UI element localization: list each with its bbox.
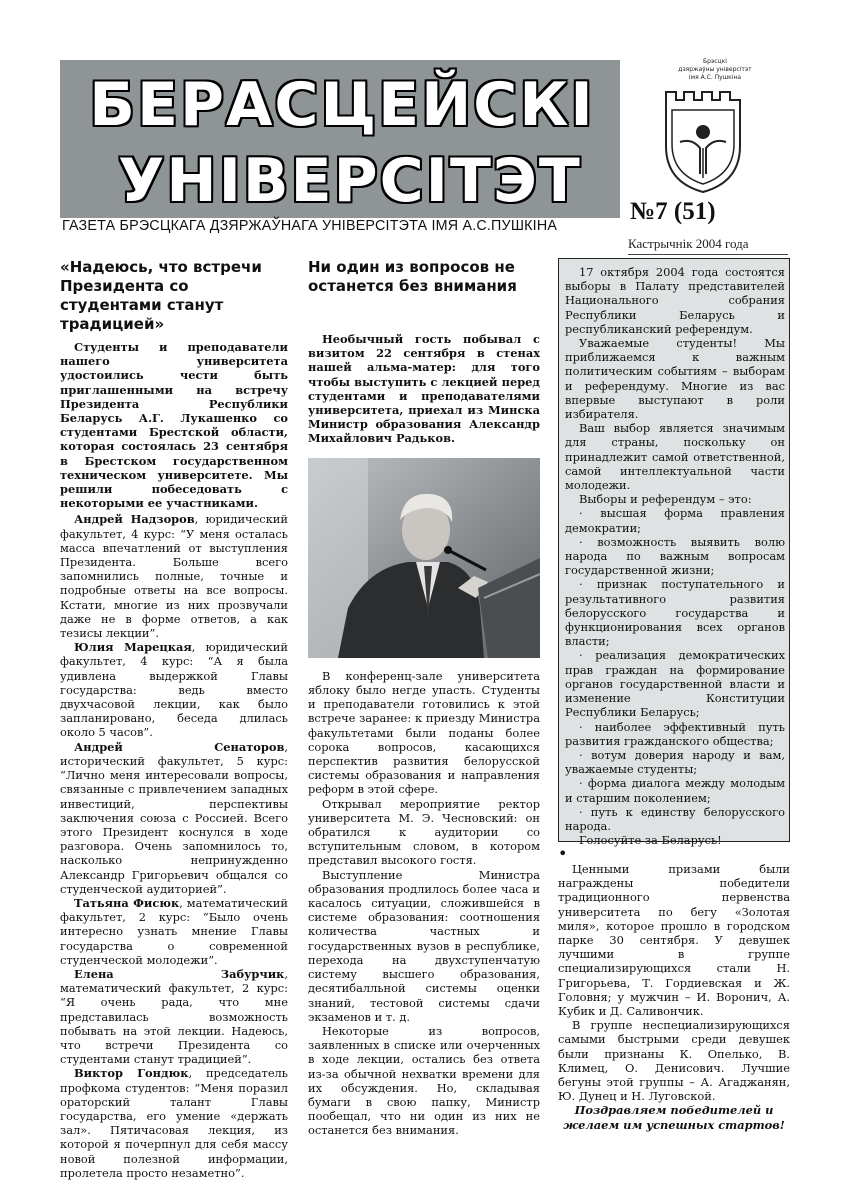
article-minister-visit [308,258,540,1138]
headline: «Надеюсь, что встречи Президента со студентами станут традицией» [60,258,262,333]
body-paragraph: Выступление Министра образования продлилось более часа и касалось ситуации, сложившейся в системе образования: соотношения количества частных и государственных вузов в республике, перехода на двухступенчатую систему высшего образования, десятибалльной системы оценки знаний, тестовой системы сдачи экзаменов и т. д. [308,867,540,1024]
masthead [60,60,620,220]
quote-author: Юлия Марецкая [74,640,192,655]
quote-author: Виктор Гондюк [74,1066,189,1081]
appeal-bullet: · наиболее эффективный путь развития гражданского общества; [565,719,785,748]
issue-number: №7 (51) [630,198,716,225]
quote-paragraph [60,1066,288,1180]
appeal-paragraph: Выборы и референдум – это: [579,492,752,507]
appeal-paragraph: Ваш выбор является значимым для страны, поскольку он принадлежит самой ответственной, самой интеллектуальной части молодежи. [565,421,785,493]
minister-photo [308,458,540,658]
quote-paragraph [60,967,288,1066]
election-appeal-box [558,258,790,848]
masthead-subtitle: ГАЗЕТА БРЭСЦКАГА ДЗЯРЖАЎНАГА УНІВЕРСІТЭТА ІМЯ А.С.ПУШКІНА [62,218,558,234]
logo-caption-line: імя А.С. Пушкіна [688,74,742,81]
date-rule [628,254,788,255]
quote-paragraph [60,512,288,640]
university-logo-icon [662,86,744,194]
sports-paragraph: В группе неспециализирующихся самыми быстрыми среди девушек были признаны К. Опелько, В. Климец, О. Денисович. Лучшие бегуны этой группы – А. Агаджанян, Ю. Дунец и Н. Луговской. [558,1018,790,1104]
quote-text: , исторический факультет, 5 курс: “Лично меня интересовали вопросы, связанные с привлечением западных инвестиций, перспективы заключения союза с Россией. Всего этого Президент коснулся в ходе разговора. Очень запомнилось то, насколько непринужденно Александр Григорьевич общался со студенческой аудиторией”. [60,739,288,896]
appeal-bullet: · высшая форма правления демократии; [565,506,785,535]
body-paragraph: Открывал мероприятие ректор университета М. Э. Чесновский: он обратился к аудитории со вступительным словом, в котором представил высокого гостя. [308,796,540,868]
quote-text: , математический факультет, 2 курс: “Я очень рада, что мне представилась возможность побывать на этой лекции. Надеюсь, что встречи Президента со студентами станут традицией”. [60,966,288,1067]
logo-caption-line: Брэсцкі [703,58,727,65]
logo-caption [660,58,770,82]
body-paragraph: В конференц-зале университета яблоку было негде упасть. Студенты и преподаватели готовились к этой встрече заранее: к приезду Министра факультетами были поданы более сорока вопросов, касающихся перспектив развития белорусской системы образования и направления реформ в этой сфере. [308,668,540,797]
appeal-bullet: · путь к единству белорусского народа. [565,804,785,833]
quote-paragraph [60,640,288,739]
quote-author: Татьяна Фисюк [74,895,180,910]
lead-paragraph: Студенты и преподаватели нашего университета удостоились чести быть приглашенными на встречу Президента Республики Беларусь А.Г. Лукашенко со студентами Брестской области, которая состоялась 23 сентября в Брестском государственном техническом университете. Мы решили побеседовать с некоторыми ее участниками. [60,340,288,511]
quote-text: , юридический факультет, 4 курс: “А я была удивлена выдержкой Главы государства: ведь вместо двухчасовой лекции, как было запланировано, беседа длилась около 5 часов”. [60,640,288,740]
appeal-bullet: · реализация демократических прав граждан на формирование органов государственной власти и изменение Конституции Республики Беларусь; [565,648,785,720]
quote-text: , председатель профкома студентов: “Меня поразил ораторский талант Главы государства, его умение «держать зал». Пятичасовая лекция, из которой я почерпнул для себя массу новой полезной информации, пролетела просто незаметно”. [60,1066,288,1180]
article-president-meeting [60,258,288,1180]
appeal-bullet: · возможность выявить волю народа по важным вопросам государственной жизни; [565,534,785,578]
masthead-title-line1: БЕРАСЦЕЙСКІ [89,70,595,140]
lead-paragraph: Необычный гость побывал с визитом 22 сентября в стенах нашей альма-матер: для того чтобы выступить с лекцией перед студентами и преподавателями университета, приехал из Минска Министр образования Александр Михайлович Радьков. [308,332,540,446]
logo-caption-line: дзяржаўны універсітэт [678,66,752,73]
quote-text: , юридический факультет, 4 курс: “У меня осталась масса впечатлений от выступления Президента. Больше всего запомнились полные, точные и подробные ответы на все вопросы. Кстати, многие из них прозвучали даже не в форме ответов, а как тезисы лекции”. [60,512,288,641]
appeal-bullet: · вотум доверия народу и вам, уважаемые студенты; [565,747,785,777]
section-dot: • [558,844,568,863]
quote-author: Андрей Надзоров [74,512,195,527]
right-column [558,258,790,1132]
masthead-title-line2: УНІВЕРСІТЭТ [118,146,582,216]
appeal-paragraph: Уважаемые студенты! Мы приближаемся к важным политическим событиям – выборам и референдуму. Многие из вас впервые выступают в роли избирателя. [565,336,785,422]
quote-author: Андрей Сенаторов [74,739,285,754]
issue-date: Кастрычнік 2004 года [628,236,749,251]
quote-text: , математический факультет, 2 курс: “Было очень интересно узнать мнение Главы государства о современной студенческой молодежи”. [60,895,288,967]
sports-closing: Поздравляем победителей и желаем им успешных стартов! [563,1103,785,1132]
body-paragraph: Некоторые из вопросов, заявленных в списке или очерченных в ходе лекции, остались без ответа из-за обычной нехватки времени для их обсуждения. Но, складывая бумаги в свою папку, Министр пообещал, что ни один из них не останется без внимания. [308,1023,540,1138]
quote-paragraph [60,896,288,967]
quote-paragraph [60,740,288,896]
appeal-bullet: · форма диалога между молодым и старшим поколением; [565,776,785,805]
appeal-closing: Голосуйте за Беларусь! [579,833,722,848]
sports-paragraph: Ценными призами были награждены победители традиционного первенства университета по бегу «Золотая миля», которое прошло в городском парке 30 сентября. У девушек лучшими в группе специализирующихся стали Н. Григорьева, Т. Гордиевская и Ж. Головня; у мужчин – И. Воронич, А. Кубик и Д. Саливончик. [558,862,790,1019]
appeal-bullet: · признак поступательного и результативного развития белорусского государства и функционирования всех органов власти; [565,577,785,649]
headline: Ни один из вопросов не останется без внимания [308,258,517,295]
quote-author: Елена Забурчик [74,966,285,981]
appeal-paragraph: 17 октября 2004 года состоятся выборы в Палату представителей Национального собрания Республики Беларусь и республиканский референдум. [565,265,785,336]
